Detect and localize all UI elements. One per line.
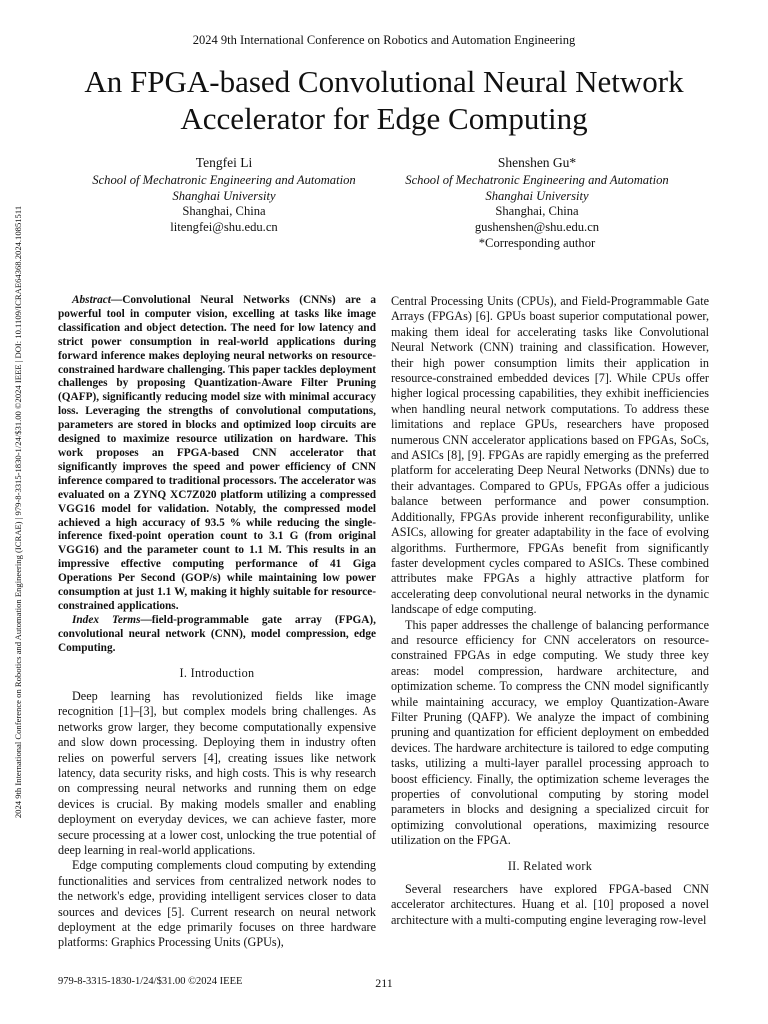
page-number: 211 — [375, 976, 393, 990]
author-email: litengfei@shu.edu.cn — [170, 220, 278, 235]
paper-title — [60, 63, 708, 137]
body-paragraph: Central Processing Units (CPUs), and Field-Programmable Gate Arrays (FPGAs) [6]. GPUs boast superior computational power, making them ideal for accelerating tasks like Convolutional Neural Network (CNN) training and classification. However, their high power consumption limits their application in resource-constrained embedded devices [7]. While CPUs offer higher logical processing capabilities, they exhibit inefficiencies when handling neural network computations. To address these limitations and replace GPUs, researchers have proposed numerous CNN accelerator applications based on FPGAs, SoCs, and ASICs [8], [9]. FPGAs are rapidly emerging as the preferred platform for accelerating Deep Neural Networks (DNNs) due to their advantages. Compared to GPUs, FPGAs offer a judicious balance between performance and power consumption. Additionally, FPGAs provide inherent reconfigurability, unlike ASICs, allowing for greater adaptability in the face of evolving algorithms. Furthermore, FPGAs benefit from significantly faster development cycles compared to ASICs. These combined attributes make FPGAs a highly attractive platform for accelerating deep convolutional neural networks in the dynamic landscape of edge computing. — [391, 294, 709, 617]
index-terms-label: Index Terms — [72, 613, 141, 626]
corresponding-note: *Corresponding author — [478, 235, 596, 250]
abstract — [58, 294, 376, 614]
title-line-1: An FPGA-based Convolutional Neural Network — [84, 64, 684, 99]
section-heading-related-work: II. Related work — [507, 858, 593, 873]
doi-sidebar — [8, 0, 28, 1024]
author-email: gushenshen@shu.edu.cn — [474, 220, 600, 235]
author-block-1 — [69, 155, 379, 236]
author-affiliation: School of Mechatronic Engineering and Automation — [92, 172, 356, 187]
abstract-text: —Convolutional Neural Networks (CNNs) are a powerful tool in computer vision, excelling at tasks like image classification and object detection. The need for low latency and strict power consumption in real-world applications during forward inference makes deploying neural networks on resource-constrained hardware challenging. This paper tackles deployment challenges by proposing Quantization-Aware Filter Pruning (QAFP), significantly reducing model size with minimal accuracy loss. Leveraging the strengths of convolutional computations, parameters are stored in blocks and optimized loop circuits are designed to maximize resource utilization on hardware. This work proposes an FPGA-based CNN accelerator that significantly improves the speed and power efficiency of CNN inference compared to traditional processors. The accelerator was evaluated on a ZYNQ XC7Z020 platform utilizing a compressed VGG16 model for validation. Notably, the compressed model achieved a high accuracy of 93.5 % while reducing the single-inference fixed-point operation count to 3.1 G (from original VGG16) and the parameter count to 1.1 M. This results in an impressive effective computing performance of 41 Giga Operations Per Second (GOP/s) while maintaining low power consumption at just 1.1 W, making it highly suitable for resource-constrained applications. — [58, 294, 376, 612]
author-block-2 — [382, 155, 692, 252]
author-name: Shenshen Gu* — [497, 155, 577, 170]
abstract-label: Abstract — [72, 294, 111, 306]
index-terms-text: —field-programmable gate array (FPGA), convolutional neural network (CNN), model compression, edge Computing. — [58, 613, 376, 654]
section-heading-introduction: I. Introduction — [179, 665, 255, 680]
author-affiliation: School of Mechatronic Engineering and Automation — [405, 172, 669, 187]
author-name: Tengfei Li — [195, 155, 253, 170]
sidebar-text: 2024 9th International Conference on Robotics and Automation Engineering (ICRAE) | 979-8-3315-1830-1/24/$31.00 ©2024 IEEE | DOI: 10.1109/ICRAE64368.2024.10851511 — [13, 205, 23, 819]
right-column — [391, 294, 709, 928]
body-paragraph: Edge computing complements cloud computing by extending functionalities and services from centralized network nodes to the network's edge, providing intelligent services closer to data sources and devices [5]. Current research on neural network deployment at the edge primarily focuses on three hardware platforms: Graphics Processing Units (GPUs), — [58, 858, 376, 950]
conference-header: 2024 9th International Conference on Robotics and Automation Engineering — [192, 33, 576, 47]
author-location: Shanghai, China — [495, 204, 579, 219]
copyright-footer: 979-8-3315-1830-1/24/$31.00 ©2024 IEEE — [58, 976, 243, 987]
index-terms — [58, 614, 376, 656]
body-paragraph: Deep learning has revolutionized fields like image recognition [1]–[3], but complex models bring challenges. As networks grow larger, they become computationally expensive and slow down processing. Deploying them in industry often relies on powerful servers [4], creating issues like network latency, data security risks, and high costs. This is why research on compressing neural networks and running them on edge devices is crucial. By making models smaller and enabling deployment on everyday devices, we can achieve faster, more secure processing at a lower cost, unlocking the true potential of deep learning in real-world applications. — [58, 688, 376, 858]
title-line-2: Accelerator for Edge Computing — [180, 101, 588, 136]
body-paragraph: Several researchers have explored FPGA-based CNN accelerator architectures. Huang et al. [10] proposed a novel architecture with a multi-computing engine leveraging row-level — [391, 882, 709, 927]
author-location: Shanghai, China — [182, 204, 266, 219]
body-paragraph: This paper addresses the challenge of balancing performance and resource efficiency for CNN accelerators on resource-constrained FPGAs in edge computing. We study three key areas: model compression, hardware architecture, and optimization scheme. To compress the CNN model significantly while maintaining accuracy, we employ Quantization-Aware Filter Pruning (QAFP). We analyze the impact of combining pruning and quantization for efficient deployment on embedded devices. The hardware architecture is tailored to edge computing tasks, utilizing a multi-layer parallel processing approach to boost efficiency. Finally, the optimization scheme leverages the properties of convolutional computing by storing model parameters in blocks and designing a specialized circuit for optimizing convolutional operations, maximizing resource utilization on the FPGA. — [391, 617, 709, 848]
left-column — [58, 294, 376, 951]
author-university: Shanghai University — [172, 188, 276, 203]
author-university: Shanghai University — [485, 188, 589, 203]
